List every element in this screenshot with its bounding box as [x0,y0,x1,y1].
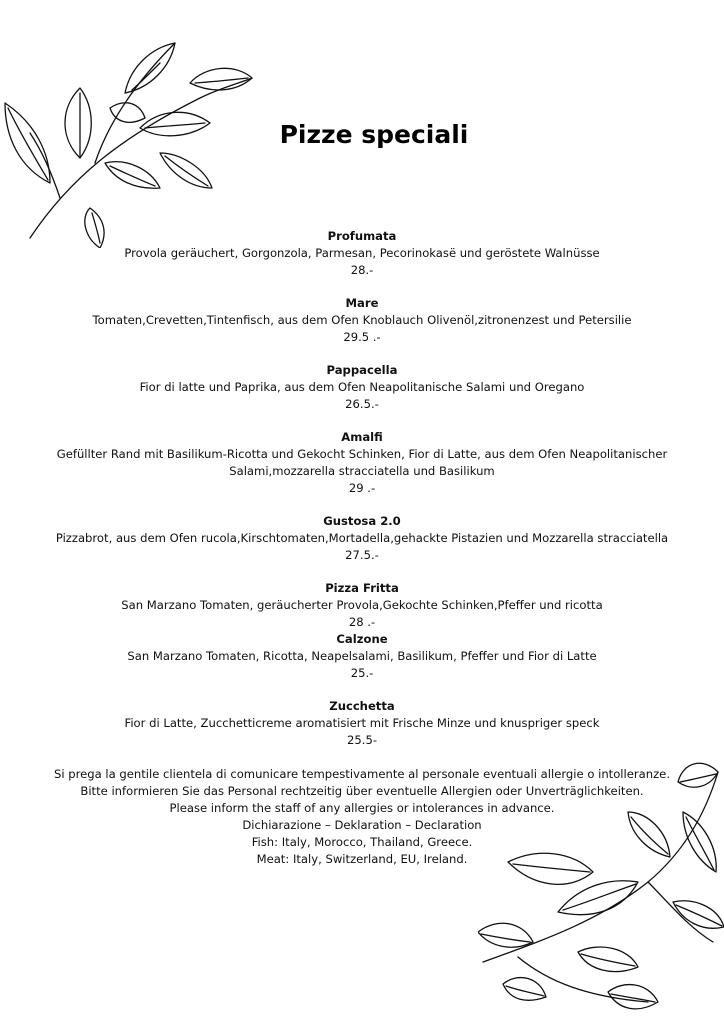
menu-item-pappacella [0,362,724,413]
item-description: Fior di Latte, Zucchetticreme aromatisiert mit Frische Minze und knuspriger speck [124,716,600,730]
item-price: 29.5 .- [343,330,381,344]
item-description: San Marzano Tomaten, geräucherter Provola,Gekochte Schinken,Pfeffer und ricotta [121,598,603,612]
menu-item-mare [0,295,724,346]
item-price: 28 .- [348,615,376,629]
item-name: Calzone [336,632,388,646]
item-description: Fior di latte und Paprika, aus dem Ofen Neapolitanische Salami und Oregano [139,380,585,394]
item-name: Mare [345,296,379,310]
menu-item-pizza-fritta [0,580,724,631]
note-allergy-english: Please inform the staff of any allergies or intolerances in advance. [169,801,555,815]
menu-item-calzone [0,631,724,682]
item-description: Pizzabrot, aus dem Ofen rucola,Kirschtomaten,Mortadella,gehackte Pistazien und Mozzarella stracciatella [55,531,669,545]
item-name: Amalfi [341,430,383,444]
item-name: Pizza Fritta [325,581,399,595]
item-description: Tomaten,Crevetten,Tintenfisch, aus dem Ofen Knoblauch Olivenöl,zitronenzest und Petersilie [92,313,632,327]
item-price: 26.5.- [345,397,379,411]
note-fish-origin: Fish: Italy, Morocco, Thailand, Greece. [251,835,473,849]
page-title: Pizze speciali [279,120,469,149]
item-price: 25.- [350,666,374,680]
note-declaration-heading: Dichiarazione – Deklaration – Declaration [242,818,482,832]
item-name: Zucchetta [329,699,395,713]
item-price: 25.5- [347,733,377,747]
item-description-line-2: Salami,mozzarella stracciatella und Basilikum [229,464,495,478]
item-description: Provola geräuchert, Gorgonzola, Parmesan, Pecorinokasë und geröstete Walnüsse [124,246,600,260]
note-allergy-german: Bitte informieren Sie das Personal rechtzeitig über eventuelle Allergien oder Unverträglichkeiten. [80,784,644,798]
menu-item-profumata [0,228,724,279]
item-price: 28.- [350,263,374,277]
item-name: Gustosa 2.0 [323,514,401,528]
menu-item-amalfi [0,429,724,497]
menu-item-zucchetta [0,698,724,749]
item-price: 29 .- [348,481,376,495]
item-name: Pappacella [326,363,398,377]
leaf-branch-illustration-bottom-right [478,752,724,1024]
item-name: Profumata [327,229,397,243]
menu-item-gustosa [0,513,724,564]
item-description-line-1: Gefüllter Rand mit Basilikum-Ricotta und Gekocht Schinken, Fior di Latte, aus dem Ofen Neapolitanischer [56,447,668,461]
item-description: San Marzano Tomaten, Ricotta, Neapelsalami, Basilikum, Pfeffer und Fior di Latte [127,649,597,663]
pizza-menu-list [0,228,724,765]
note-allergy-italian: Si prega la gentile clientela di comunicare tempestivamente al personale eventuali allergie o intolleranze. [53,767,670,781]
item-price: 27.5.- [345,548,379,562]
note-meat-origin: Meat: Italy, Switzerland, EU, Ireland. [256,852,468,866]
